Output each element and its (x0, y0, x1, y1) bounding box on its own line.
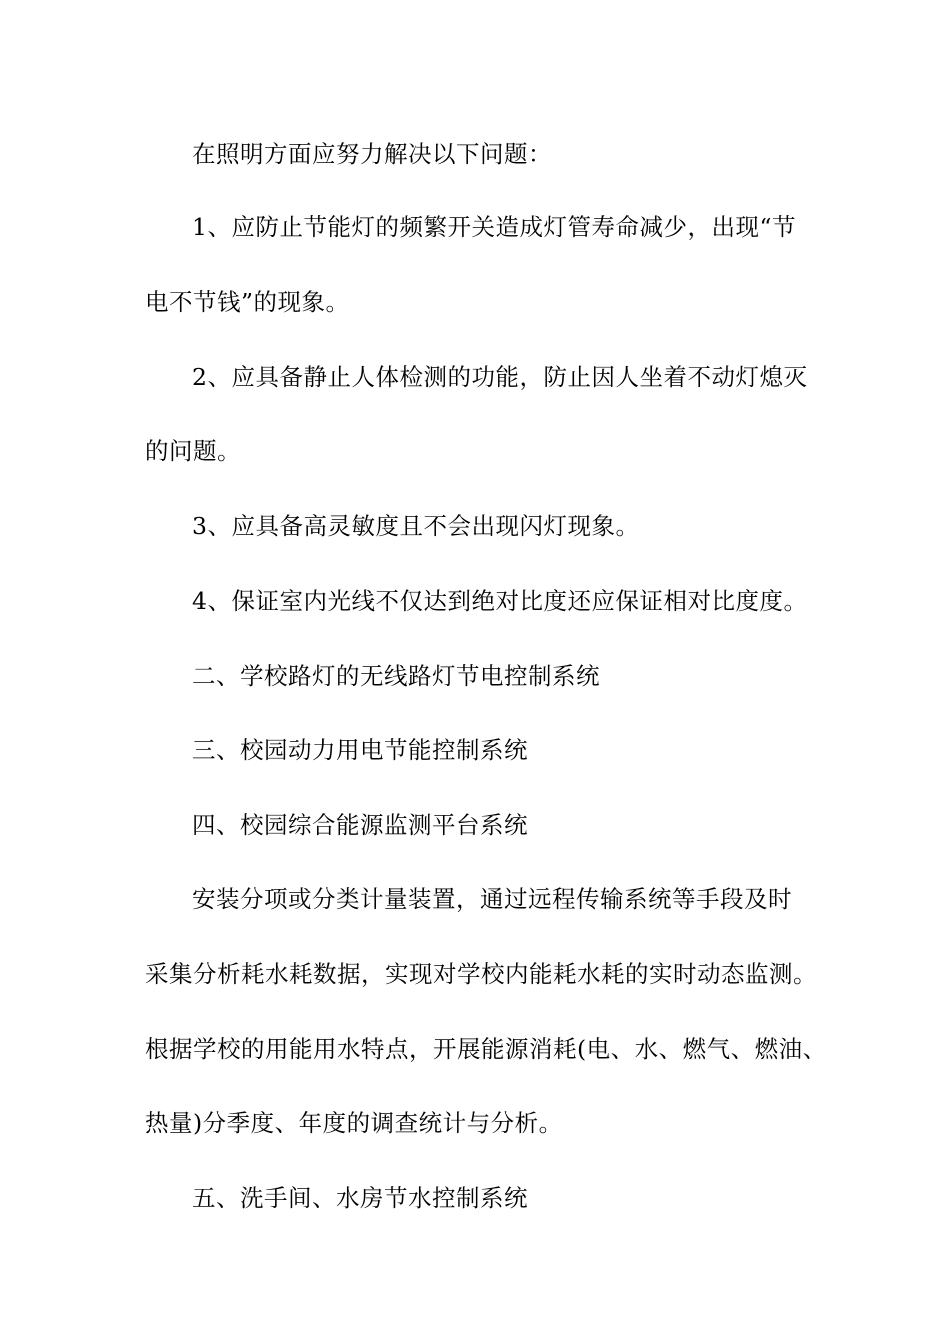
section-heading-2: 二、学校路灯的无线路灯节电控制系统 (192, 662, 600, 690)
paragraph-monitoring-line-2: 采集分析耗水耗数据，实现对学校内能耗水耗的实时动态监测。 (145, 960, 817, 988)
list-item-4: 4、保证室内光线不仅达到绝对比度还应保证相对比度度。 (192, 587, 808, 615)
section-heading-5: 五、洗手间、水房节水控制系统 (192, 1184, 528, 1212)
paragraph-intro: 在照明方面应努力解决以下问题： (192, 140, 552, 168)
paragraph-monitoring-line-1: 安装分项或分类计量装置，通过远程传输系统等手段及时 (192, 885, 792, 913)
section-heading-4: 四、校园综合能源监测平台系统 (192, 811, 528, 839)
paragraph-monitoring-line-4: 热量)分季度、年度的调查统计与分析。 (145, 1109, 563, 1137)
list-item-3: 3、应具备高灵敏度且不会出现闪灯现象。 (192, 512, 640, 540)
paragraph-monitoring-line-3: 根据学校的用能用水特点，开展能源消耗(电、水、燃气、燃油、 (145, 1035, 827, 1063)
list-item-2-line-1: 2、应具备静止人体检测的功能，防止因人坐着不动灯熄灭 (192, 363, 808, 391)
section-heading-3: 三、校园动力用电节能控制系统 (192, 736, 528, 764)
list-item-1-line-1: 1、应防止节能灯的频繁开关造成灯管寿命减少，出现“节 (192, 213, 796, 241)
list-item-2-line-2: 的问题。 (145, 437, 241, 465)
list-item-1-line-2: 电不节钱”的现象。 (145, 288, 350, 316)
